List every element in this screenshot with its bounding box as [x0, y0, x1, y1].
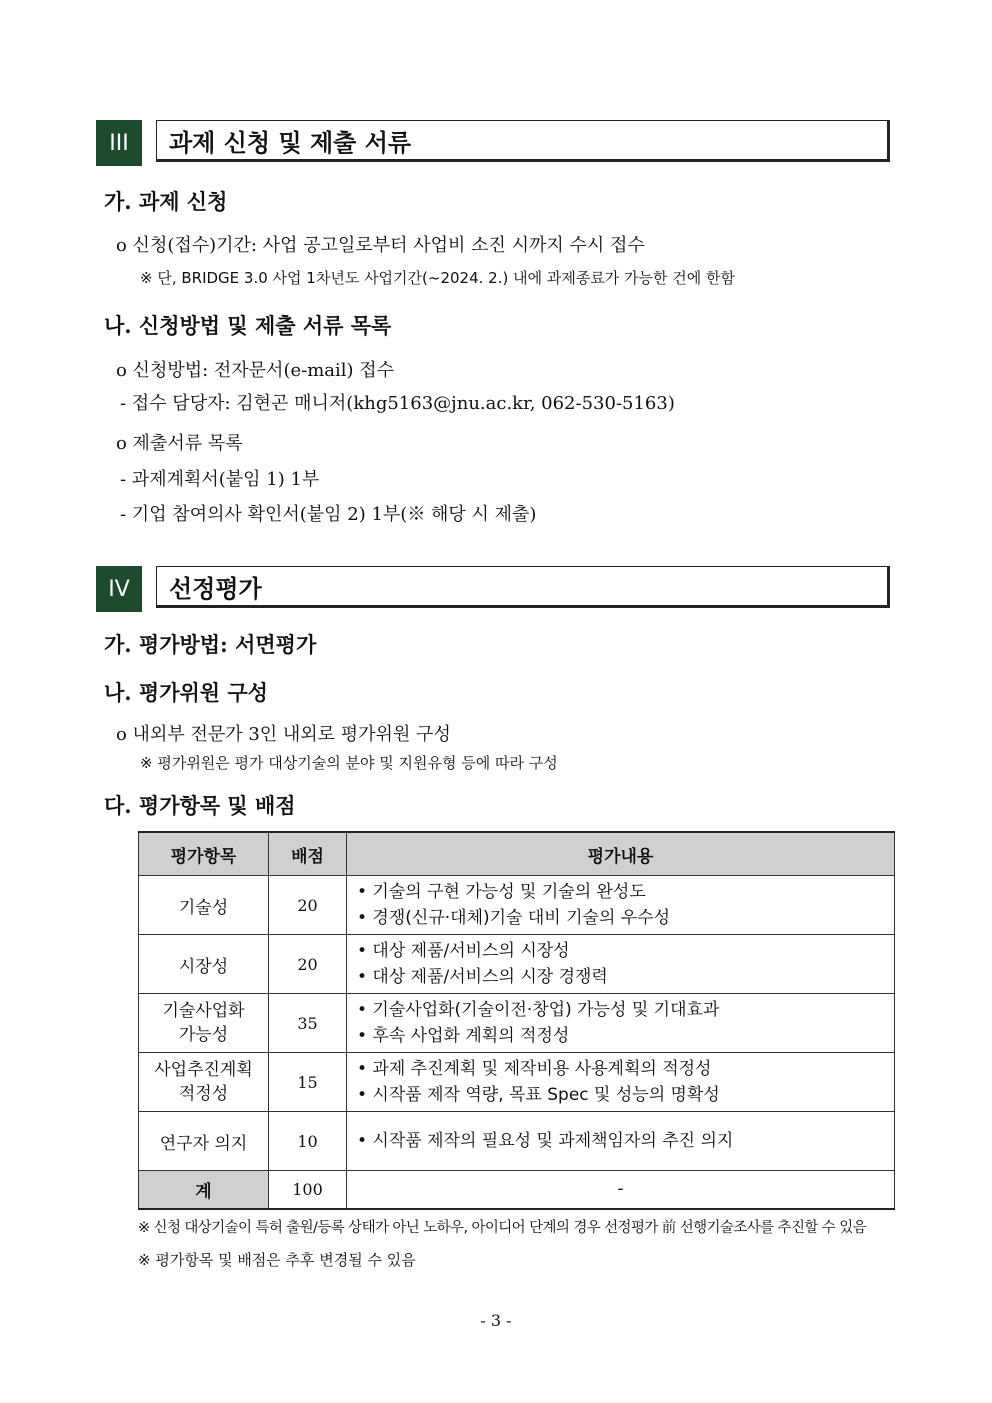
row-content: [347, 935, 895, 994]
section-3b-item1: o 신청방법: 전자문서(e-mail) 접수: [116, 360, 395, 381]
table-total-row: [139, 1171, 895, 1209]
content-line: • 기술의 구현 가능성 및 기술의 완성도: [357, 882, 646, 902]
row-item-line: 기술사업화: [162, 1001, 245, 1021]
table-row: [139, 1112, 895, 1171]
row-content: [347, 1112, 895, 1171]
section-3b-heading: 나. 신청방법 및 제출 서류 목록: [104, 313, 392, 338]
row-content: [347, 994, 895, 1053]
section-3a-item: o 신청(접수)기간: 사업 공고일로부터 사업비 소진 시까지 수시 접수: [116, 235, 645, 256]
content-line: • 시작품 제작 역량, 목표 Spec 및 성능의 명확성: [357, 1085, 720, 1105]
row-score: 15: [269, 1053, 347, 1112]
section-4-title: 선정평가: [156, 566, 890, 608]
row-item: 연구자 의지: [139, 1112, 269, 1171]
table-header-score: 배점: [269, 832, 347, 876]
table-row: [139, 876, 895, 935]
section-3a-heading: 가. 과제 신청: [104, 189, 228, 214]
row-score: 10: [269, 1112, 347, 1171]
content-line: • 과제 추진계획 및 제작비용 사용계획의 적정성: [357, 1059, 712, 1079]
row-item: [139, 1053, 269, 1112]
page-number: - 3 -: [480, 1311, 512, 1330]
section-4-number: IV: [96, 566, 142, 612]
section-4c-heading: 다. 평가항목 및 배점: [104, 793, 296, 818]
content-line: • 시작품 제작의 필요성 및 과제책임자의 추진 의지: [357, 1131, 734, 1151]
section-3-title: 과제 신청 및 제출 서류: [156, 120, 890, 162]
content-line: • 기술사업화(기술이전·창업) 가능성 및 기대효과: [357, 1000, 720, 1020]
table-row: [139, 1053, 895, 1112]
section-3b-item2: o 제출서류 목록: [116, 433, 243, 454]
table-row: [139, 935, 895, 994]
table-header-item: 평가항목: [139, 832, 269, 876]
section-4b-note: ※ 평가위원은 평가 대상기술의 분야 및 지원유형 등에 따라 구성: [140, 754, 558, 772]
row-item-line: 가능성: [178, 1025, 229, 1045]
row-item-line: 적정성: [178, 1084, 229, 1104]
section-4-header: [96, 566, 890, 612]
content-line: • 경쟁(신규·대체)기술 대비 기술의 우수성: [357, 908, 671, 928]
table-header-content: 평가내용: [347, 832, 895, 876]
footnote-1: ※ 신청 대상기술이 특허 출원/등록 상태가 아닌 노하우, 아이디어 단계의 경우 선정평가 前 선행기술조사를 추진할 수 있음: [138, 1220, 867, 1236]
row-item: [139, 994, 269, 1053]
evaluation-table: [138, 831, 895, 1210]
section-4b-item: o 내외부 전문가 3인 내외로 평가위원 구성: [116, 724, 451, 745]
row-item-line: 사업추진계획: [154, 1060, 253, 1080]
total-content: -: [347, 1171, 895, 1209]
total-score: 100: [269, 1171, 347, 1209]
section-3-number: III: [96, 120, 142, 166]
row-score: 20: [269, 935, 347, 994]
row-content: [347, 1053, 895, 1112]
total-label: 계: [139, 1171, 269, 1209]
section-3-header: [96, 120, 890, 166]
content-line: • 후속 사업화 계획의 적정성: [357, 1026, 570, 1046]
section-3a-note: ※ 단, BRIDGE 3.0 사업 1차년도 사업기간(~2024. 2.) 내에 과제종료가 가능한 건에 한함: [140, 269, 736, 287]
row-score: 35: [269, 994, 347, 1053]
table-header-row: [139, 832, 895, 876]
row-content: [347, 876, 895, 935]
section-3b-item1-sub: - 접수 담당자: 김현곤 매니저(khg5163@jnu.ac.kr, 062-530-5163): [120, 393, 675, 414]
row-score: 20: [269, 876, 347, 935]
content-line: • 대상 제품/서비스의 시장성: [357, 941, 570, 961]
table-row: [139, 994, 895, 1053]
footnote-2: ※ 평가항목 및 배점은 추후 변경될 수 있음: [138, 1251, 416, 1269]
content-line: • 대상 제품/서비스의 시장 경쟁력: [357, 967, 608, 987]
section-4b-heading: 나. 평가위원 구성: [104, 680, 268, 705]
row-item: 기술성: [139, 876, 269, 935]
section-3b-item2-sub1: - 과제계획서(붙임 1) 1부: [120, 469, 320, 490]
row-item: 시장성: [139, 935, 269, 994]
section-3b-item2-sub2: - 기업 참여의사 확인서(붙임 2) 1부(※ 해당 시 제출): [120, 504, 537, 525]
section-4a-heading: 가. 평가방법: 서면평가: [104, 632, 317, 657]
